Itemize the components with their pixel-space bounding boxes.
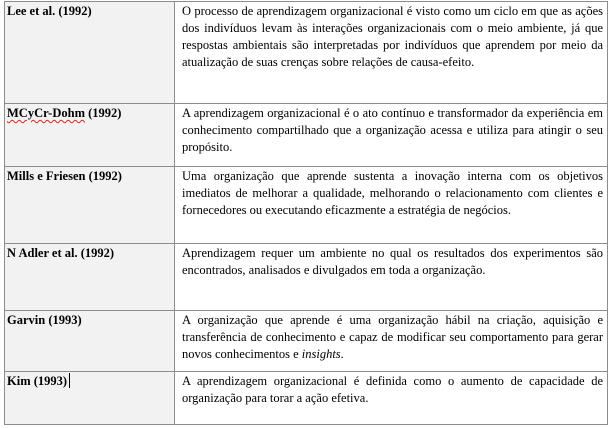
definition-text-main: A organização que aprende é uma organização hábil na criação, aquisição e transferência de conhecimento e capaz de modificar seu comportamento para gerar novos conhecimentos e bbox=[182, 313, 603, 361]
author-cell[interactable] bbox=[5, 244, 175, 311]
definition-text: Uma organização que aprende sustenta a inovação interna com os objetivos imediatos de melhorar a qualidade, melhorando o relacionamento com clientes e fornecedores ou executando eficazmente a estratégia de negócios. bbox=[182, 169, 603, 217]
author-cell[interactable] bbox=[5, 2, 175, 104]
author-name bbox=[5, 104, 174, 122]
table-row bbox=[5, 167, 608, 244]
definition-text-italic: insights bbox=[301, 347, 341, 361]
definition-text: Aprendizagem requer um ambiente no qual os resultados dos experimentos são encontrados, analisados e divulgados em toda a organização. bbox=[182, 246, 603, 277]
table-row bbox=[5, 244, 608, 311]
definition-cell[interactable] bbox=[175, 311, 608, 372]
definition-text: A aprendizagem organizacional é definida como o aumento de capacidade de organização para torar a ação efetiva. bbox=[182, 374, 603, 405]
definitions-table bbox=[4, 1, 608, 425]
author-year: (1992) bbox=[85, 106, 122, 120]
table-row bbox=[5, 311, 608, 372]
definition-text-end: . bbox=[340, 347, 344, 361]
text-cursor bbox=[69, 373, 70, 388]
definition-text bbox=[175, 311, 607, 363]
author-name: Garvin (1993) bbox=[7, 313, 82, 327]
table-row bbox=[5, 372, 608, 425]
definition-text: O processo de aprendizagem organizacional é visto como um ciclo em que as ações dos indivíduos levam às interações organizacionais com o meio ambiente, já que respostas ambientais são interpretadas por indivíduos que aprendem por meio da atualização de suas crenças sobre relações de causa-efeito. bbox=[182, 4, 603, 69]
definition-text: A aprendizagem organizacional é o ato contínuo e transformador da experiência em conhecimento compartilhado que a organização acessa e utiliza para atingir o seu propósito. bbox=[182, 106, 603, 154]
author-cell[interactable] bbox=[5, 104, 175, 167]
author-name-text: Kim (1993) bbox=[7, 374, 68, 388]
definition-cell[interactable] bbox=[175, 372, 608, 425]
author-cell[interactable] bbox=[5, 372, 175, 425]
author-name: Lee et al. (1992) bbox=[7, 4, 92, 18]
table-row bbox=[5, 104, 608, 167]
author-name: Mills e Friesen (1992) bbox=[7, 169, 122, 183]
table-row bbox=[5, 2, 608, 104]
spelling-error-word[interactable]: MCyCr-Dohm bbox=[7, 106, 85, 120]
definition-cell[interactable] bbox=[175, 167, 608, 244]
author-name: N Adler et al. (1992) bbox=[7, 246, 115, 260]
author-cell[interactable] bbox=[5, 167, 175, 244]
definition-cell[interactable] bbox=[175, 244, 608, 311]
author-name bbox=[5, 372, 174, 390]
definition-cell[interactable] bbox=[175, 104, 608, 167]
definition-cell[interactable] bbox=[175, 2, 608, 104]
author-cell[interactable] bbox=[5, 311, 175, 372]
